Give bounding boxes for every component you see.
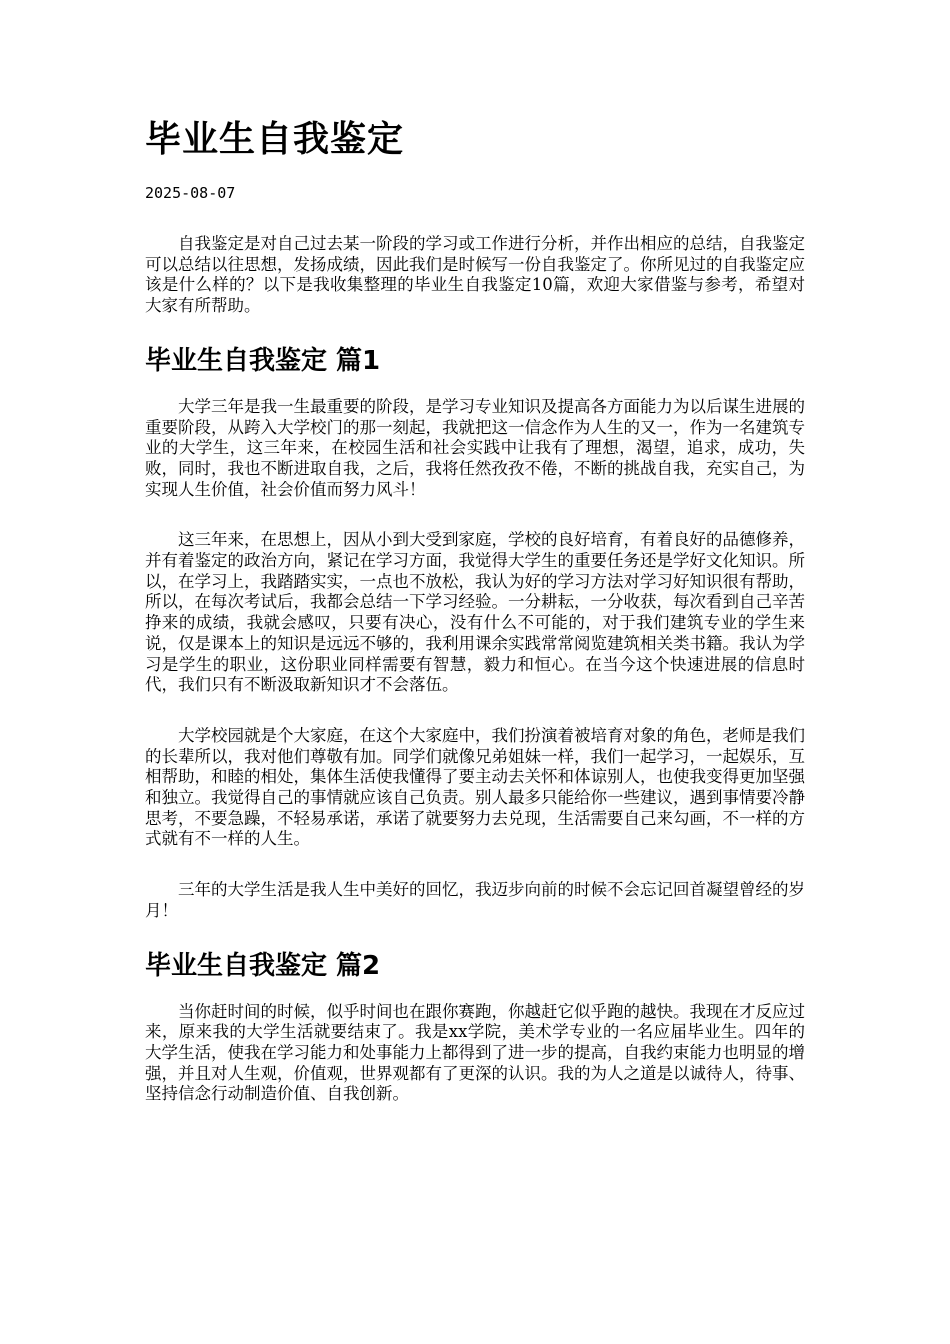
section-1-paragraph-1: 大学三年是我一生最重要的阶段，是学习专业知识及提高各方面能力为以后谋生进展的重要阶段，从跨入大学校门的那一刻起，我就把这一信念作为人生的又一，作为一名建筑专业的大学生，这三年来，在校园生活和社会实践中让我有了理想，渴望，追求，成功，失败，同时，我也不断进取自我，之后，我将任然孜孜不倦，不断的挑战自我，充实自己，为实现人生价值，社会价值而努力风斗！ xyxy=(145,396,805,499)
section-1-paragraph-4: 三年的大学生活是我人生中美好的回忆，我迈步向前的时候不会忘记回首凝望曾经的岁月！ xyxy=(145,880,805,920)
section-2-paragraph-1: 当你赶时间的时候，似乎时间也在跟你赛跑，你越赶它似乎跑的越快。我现在才反应过来，原来我的大学生活就要结束了。我是xx学院，美术学专业的一名应届毕业生。四年的大学生活，使我在学习能力和处事能力上都得到了进一步的提高，自我约束能力也明显的增强，并且对人生观，价值观，世界观都有了更深的认识。我的为人之道是以诚待人，待事、坚持信念行动制造价值、自我创新。 xyxy=(145,1001,805,1104)
document-page xyxy=(145,112,805,1105)
section-1-paragraph-3: 大学校园就是个大家庭，在这个大家庭中，我们扮演着被培育对象的角色，老师是我们的长辈所以，我对他们尊敬有加。同学们就像兄弟姐妹一样，我们一起学习，一起娱乐，互相帮助，和睦的相处，集体生活使我懂得了要主动去关怀和体谅别人，也使我变得更加坚强和独立。我觉得自己的事情就应该自己负责。别人最多只能给你一些建议，遇到事情要冷静思考，不要急躁，不轻易承诺，承诺了就要努力去兑现，生活需要自己来勾画，不一样的方式就有不一样的人生。 xyxy=(145,725,805,849)
section-heading-2: 毕业生自我鉴定 篇2 xyxy=(145,950,381,981)
section-1-paragraph-2: 这三年来，在思想上，因从小到大受到家庭，学校的良好培育，有着良好的品德修养，并有着鉴定的政治方向，紧记在学习方面，我觉得大学生的重要任务还是学好文化知识。所以，在学习上，我踏踏实实，一点也不放松，我认为好的学习方法对学习好知识很有帮助，所以，在每次考试后，我都会总结一下学习经验。一分耕耘，一分收获，每次看到自己辛苦挣来的成绩，我就会感叹，只要有决心，没有什么不可能的，对于我们建筑专业的学生来说，仅是课本上的知识是远远不够的，我利用课余实践常常阅览建筑相关类书籍。我认为学习是学生的职业，这份职业同样需要有智慧，毅力和恒心。在当今这个快速进展的信息时代，我们只有不断汲取新知识才不会落伍。 xyxy=(145,530,805,695)
publish-date: 2025-08-07 xyxy=(145,184,236,202)
document-title: 毕业生自我鉴定 xyxy=(145,119,405,160)
section-heading-1: 毕业生自我鉴定 篇1 xyxy=(145,345,381,376)
intro-paragraph: 自我鉴定是对自己过去某一阶段的学习或工作进行分析，并作出相应的总结，自我鉴定可以总结以往思想，发扬成绩，因此我们是时候写一份自我鉴定了。你所见过的自我鉴定应该是什么样的？以下是我收集整理的毕业生自我鉴定10篇，欢迎大家借鉴与参考，希望对大家有所帮助。 xyxy=(145,234,805,316)
